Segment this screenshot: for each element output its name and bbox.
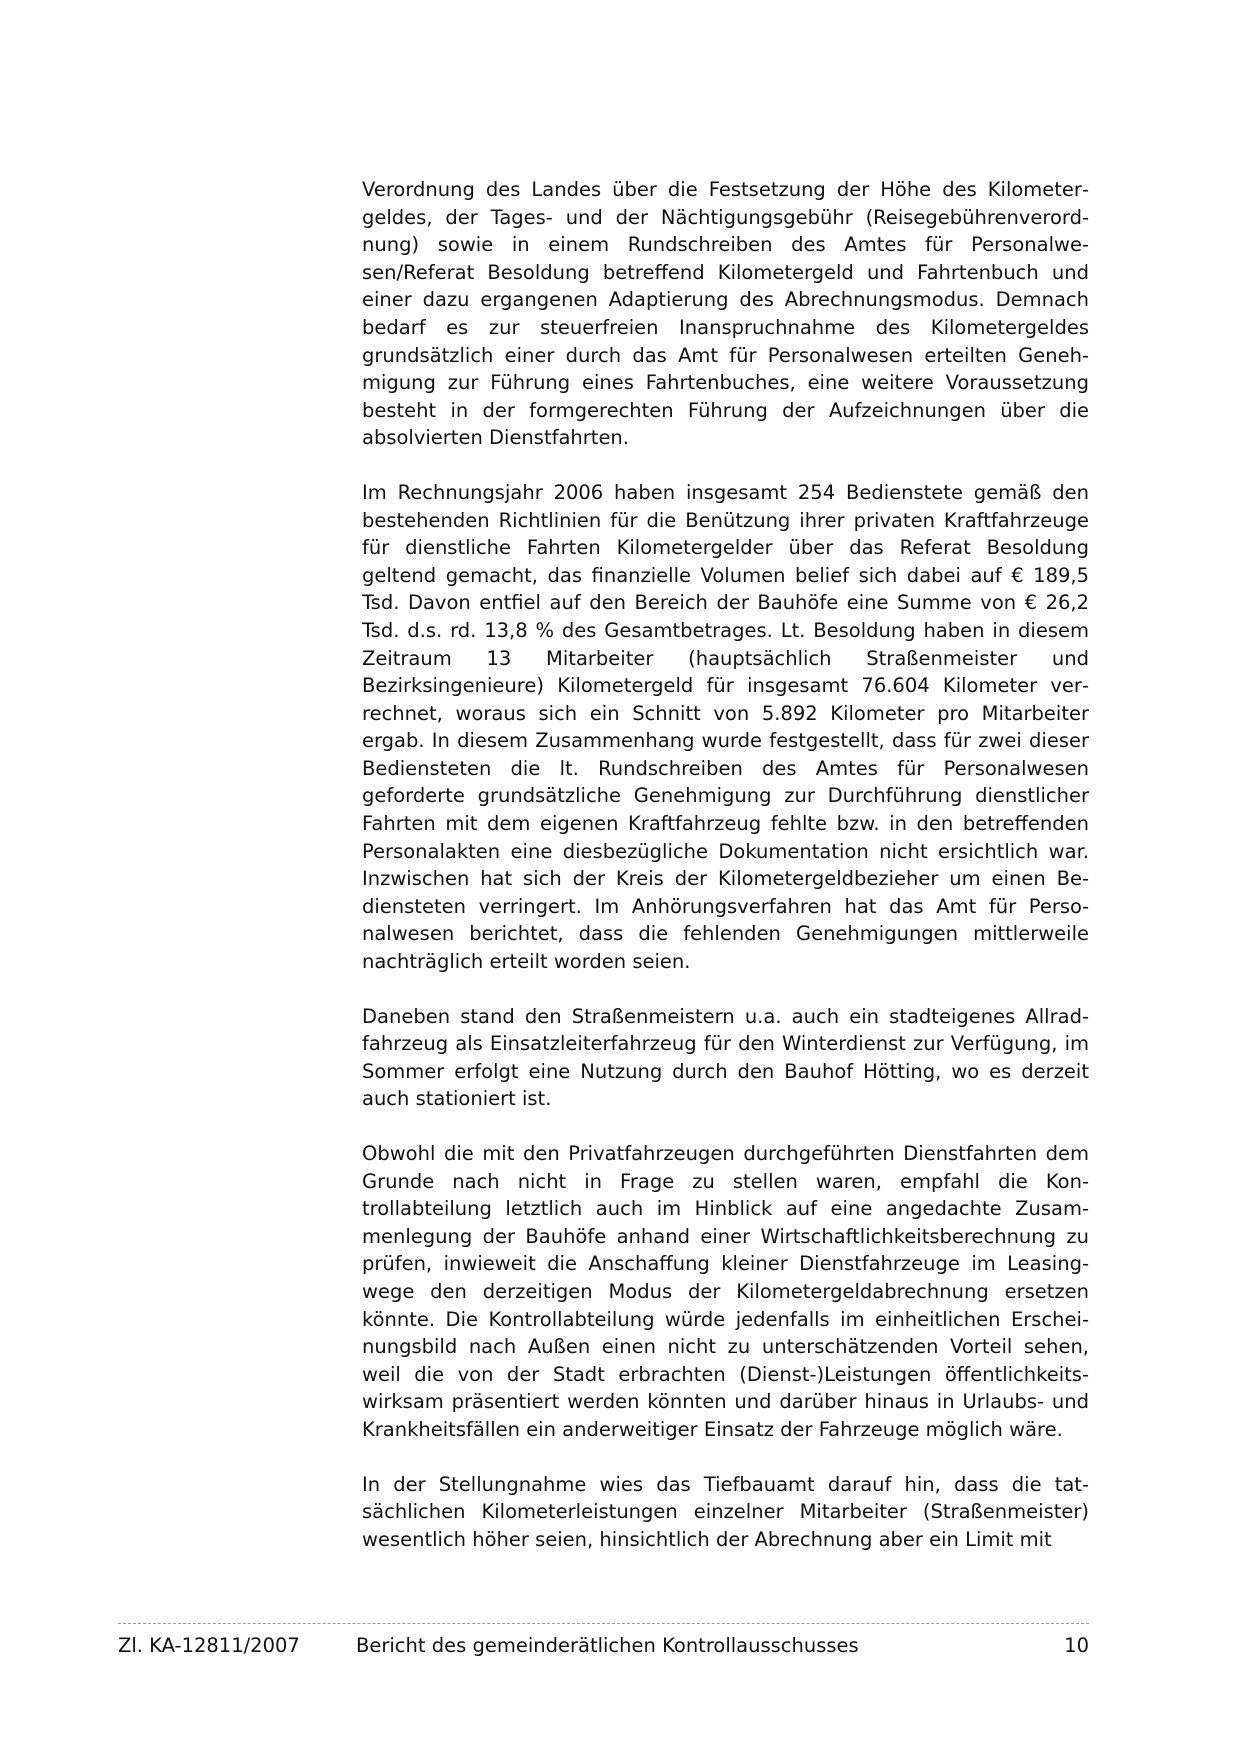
footer-divider bbox=[118, 1623, 1089, 1624]
footer-reference: Zl. KA-12811/2007 bbox=[118, 1634, 300, 1657]
paragraph-2: Im Rechnungsjahr 2006 haben insgesamt 254 Bedienstete gemäß den bestehenden Richtlinien für die Benützung ihrer privaten Kraftfahrzeuge für dienstliche Fahrten Kilometergelder über das Referat Besoldung geltend gemacht, das finanzielle Volumen belief sich dabei auf € 189,5 Tsd. Davon entfiel auf den Bereich der Bauhöfe eine Summe von € 26,2 Tsd. d.s. rd. 13,8 % des Gesamtbetrages. Lt. Besoldung haben in diesem Zeitraum 13 Mitarbeiter (hauptsächlich Straßenmeister und Bezirksingenieure) Kilometergeld für insgesamt 76.604 Kilometer verrechnet, woraus sich ein Schnitt von 5.892 Kilometer pro Mitarbeiter ergab. In diesem Zusammenhang wurde festgestellt, dass für zwei dieser Bediensteten die lt. Rundschreiben des Amtes für Personalwesen geforderte grundsätzliche Genehmigung zur Durchführung dienstlicher Fahrten mit dem eigenen Kraftfahrzeug fehlte bzw. in den betreffenden Personalakten eine diesbezügliche Dokumentation nicht ersichtlich war. Inzwischen hat sich der Kreis der Kilometergeldbezieher um einen Bediensteten verringert. Im Anhörungsverfahren hat das Amt für Personalwesen berichtet, dass die fehlenden Genehmigungen mittlerweile nachträglich erteilt worden seien. bbox=[362, 480, 1089, 974]
paragraph-3: Daneben stand den Straßenmeistern u.a. auch ein stadteigenes Allradfahrzeug als Einsatzleiterfahrzeug für den Winterdienst zur Verfügung, im Sommer erfolgt eine Nutzung durch den Bauhof Hötting, wo es derzeit auch stationiert ist. bbox=[362, 1004, 1089, 1111]
paragraph-1: Verordnung des Landes über die Festsetzung der Höhe des Kilometergeldes, der Tages- und der Nächtigungsgebühr (Reisegebührenverordnung) sowie in einem Rundschreiben des Amtes für Personalwesen/Referat Besoldung betreffend Kilometergeld und Fahrtenbuch und einer dazu ergangenen Adaptierung des Abrechnungsmodus. Demnach bedarf es zur steuerfreien Inanspruchnahme des Kilometergeldes grundsätzlich einer durch das Amt für Personalwesen erteilten Genehmigung zur Führung eines Fahrtenbuches, eine weitere Voraussetzung besteht in der formgerechten Führung der Aufzeichnungen über die absolvierten Dienstfahrten. bbox=[362, 178, 1089, 450]
body-text bbox=[362, 176, 1089, 1580]
paragraph-4: Obwohl die mit den Privatfahrzeugen durchgeführten Dienstfahrten dem Grunde nach nicht in Frage zu stellen waren, empfahl die Kontrollabteilung letztlich auch im Hinblick auf eine angedachte Zusammenlegung der Bauhöfe anhand einer Wirtschaftlichkeitsberechnung zu prüfen, inwieweit die Anschaffung kleiner Dienstfahrzeuge im Leasingwege den derzeitigen Modus der Kilometergeldabrechnung ersetzen könnte. Die Kontrollabteilung würde jedenfalls im einheitlichen Erscheinungsbild nach Außen einen nicht zu unterschätzenden Vorteil sehen, weil die von der Stadt erbrachten (Dienst-)Leistungen öffentlichkeitswirksam präsentiert werden könnten und darüber hinaus in Urlaubs- und Krankheitsfällen ein anderweitiger Einsatz der Fahrzeuge möglich wäre. bbox=[362, 1142, 1089, 1441]
page-number: 10 bbox=[1064, 1634, 1089, 1657]
footer-title: Bericht des gemeinderätlichen Kontrollausschusses bbox=[356, 1634, 859, 1657]
paragraph-5: In der Stellungnahme wies das Tiefbauamt darauf hin, dass die tatsächlichen Kilometerleistungen einzelner Mitarbeiter (Straßenmeister) wesentlich höher seien, hinsichtlich der Abrechnung aber ein Limit mit bbox=[362, 1472, 1089, 1551]
